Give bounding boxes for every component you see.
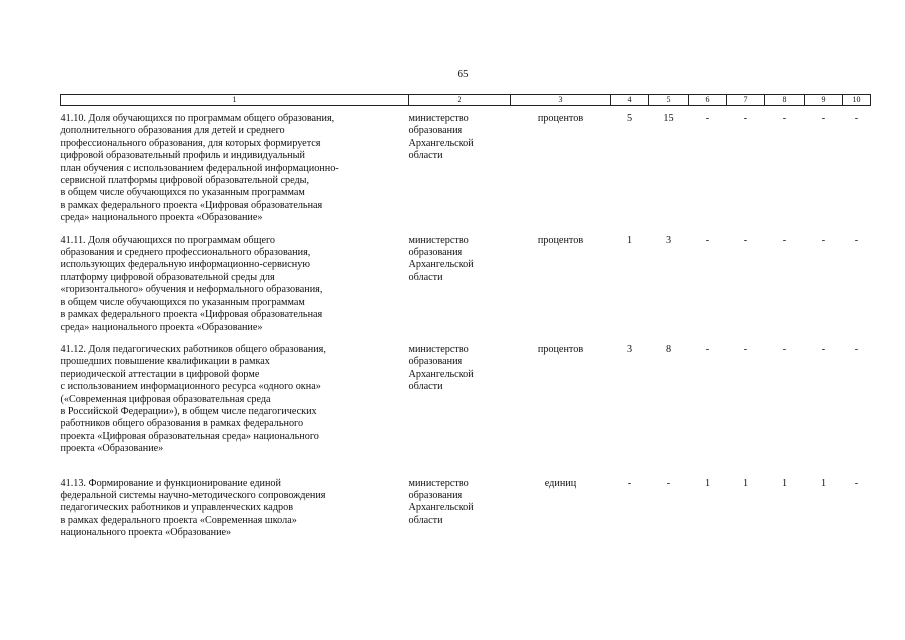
indicator-name-line: в общем числе обучающихся по указанным программам <box>60 187 305 199</box>
header-col-6: 6 <box>689 95 727 106</box>
executor-line: образования <box>408 356 463 368</box>
value-cell-col5: 3 <box>665 234 672 246</box>
header-col-8: 8 <box>765 95 805 106</box>
executor-line: Архангельской <box>408 502 474 514</box>
indicator-name-line: с использованием информационного ресурса «одного окна» <box>60 381 321 393</box>
executor-line: Архангельской <box>408 259 474 271</box>
executor-line: области <box>408 514 443 526</box>
value-cell-col9: - <box>821 343 826 355</box>
value-cell-col6: - <box>705 343 710 355</box>
indicator-name-line: 41.10. Доля обучающихся по программам общего образования, <box>60 113 335 124</box>
unit-cell: единиц <box>544 477 577 489</box>
value-cell-col10: - <box>854 234 859 246</box>
table-row <box>61 106 871 233</box>
indicator-name-line: в рамках федерального проекта «Цифровая образовательная <box>60 199 323 211</box>
value-cell-col4: 5 <box>626 113 633 124</box>
indicator-name-line: среда» национального проекта «Образование» <box>60 212 263 224</box>
indicator-name-line: цифровой образовательный профиль и индивидуальный <box>60 150 305 162</box>
indicator-name-line: «горизонтального» обучения и неформального образования, <box>60 284 323 296</box>
indicator-name-line: национального проекта «Образование» <box>60 527 232 539</box>
value-cell-col10: - <box>854 477 859 489</box>
table-row <box>61 464 871 540</box>
executor-line: образования <box>408 125 463 137</box>
header-col-2: 2 <box>409 95 511 106</box>
value-cell-col6: 1 <box>704 477 711 489</box>
executor-line: области <box>408 150 443 162</box>
value-cell-col6: - <box>705 234 710 246</box>
value-cell-col8: - <box>782 343 787 355</box>
indicator-name-cell <box>61 464 409 540</box>
indicator-name-line: 41.12. Доля педагогических работников общего образования, <box>60 343 326 355</box>
indicator-name-cell <box>61 233 409 342</box>
header-col-10: 10 <box>843 95 871 106</box>
indicator-name-line: план обучения с использованием федеральной информационно- <box>60 162 339 174</box>
indicator-name-line: образования и среднего профессионального образования, <box>60 247 311 259</box>
value-cell-col8: - <box>782 113 787 124</box>
value-cell-col10: - <box>854 343 859 355</box>
executor-line: области <box>408 271 443 283</box>
indicator-name-line: 41.11. Доля обучающихся по программам общего <box>60 234 275 246</box>
indicator-name-cell <box>61 106 409 233</box>
value-cell-col6: - <box>705 113 710 124</box>
indicator-name-line: («Современная цифровая образовательная среда <box>60 393 271 405</box>
executor-line: образования <box>408 247 463 259</box>
value-cell-col10: - <box>854 113 859 124</box>
executor-line: Архангельской <box>408 137 474 149</box>
indicator-name-line: проекта «Цифровая образовательная среда» национального <box>60 430 319 442</box>
value-cell-col4: - <box>627 477 632 489</box>
header-col-1: 1 <box>61 95 409 106</box>
header-col-9: 9 <box>805 95 843 106</box>
indicator-name-line: педагогических работников и управленческих кадров <box>60 502 294 514</box>
value-cell-col4: 1 <box>626 234 633 246</box>
executor-line: министерство <box>408 477 469 489</box>
executor-line: Архангельской <box>408 368 474 380</box>
value-cell-col7: - <box>743 343 748 355</box>
indicator-name-line: проекта «Образование» <box>60 443 164 455</box>
value-cell-col5: 8 <box>665 343 672 355</box>
page-number: 65 <box>457 68 469 80</box>
indicator-name-line: работников общего образования в рамках федерального <box>60 418 304 430</box>
value-cell-col9: - <box>821 234 826 246</box>
executor-cell <box>409 342 511 464</box>
value-cell-col7: - <box>743 234 748 246</box>
header-col-7: 7 <box>727 95 765 106</box>
indicator-name-line: использующих федеральную информационно-сервисную <box>60 259 310 271</box>
executor-line: министерство <box>408 234 469 246</box>
indicator-name-cell <box>61 342 409 464</box>
header-col-5: 5 <box>649 95 689 106</box>
executor-line: министерство <box>408 343 469 355</box>
executor-line: министерство <box>408 113 469 124</box>
indicators-table <box>60 94 871 540</box>
indicator-name-line: платформу цифровой образовательной среды для <box>60 271 275 283</box>
unit-cell: процентов <box>537 113 584 124</box>
header-col-3: 3 <box>511 95 611 106</box>
value-cell-col9: - <box>821 113 826 124</box>
value-cell-col5: - <box>666 477 671 489</box>
unit-cell: процентов <box>537 343 584 355</box>
unit-cell: процентов <box>537 234 584 246</box>
value-cell-col7: - <box>743 113 748 124</box>
indicator-name-line: прошедших повышение квалификации в рамках <box>60 356 270 368</box>
executor-line: области <box>408 381 443 393</box>
indicator-name-line: в Российской Федерации»), в общем числе педагогических <box>60 405 317 417</box>
executor-cell <box>409 106 511 233</box>
table-row <box>61 342 871 464</box>
executor-line: образования <box>408 489 463 501</box>
value-cell-col8: 1 <box>781 477 788 489</box>
header-row <box>61 95 871 106</box>
indicator-name-line: в рамках федерального проекта «Современная школа» <box>60 514 297 526</box>
value-cell-col4: 3 <box>626 343 633 355</box>
value-cell-col8: - <box>782 234 787 246</box>
indicator-name-line: периодической аттестации в цифровой форме <box>60 368 260 380</box>
indicator-name-line: дополнительного образования для детей и среднего <box>60 125 285 137</box>
value-cell-col7: 1 <box>742 477 749 489</box>
indicator-name-line: федеральной системы научно-методического сопровождения <box>60 489 326 501</box>
header-col-4: 4 <box>611 95 649 106</box>
value-cell-col5: 15 <box>663 113 674 124</box>
indicator-name-line: профессионального образования, для которых формируется <box>60 137 321 149</box>
indicator-name-line: сервисной платформы цифровой образовательной среды, <box>60 175 310 187</box>
indicator-name-line: среда» национального проекта «Образование» <box>60 321 263 333</box>
executor-cell <box>409 233 511 342</box>
indicator-name-line: в общем числе обучающихся по указанным программам <box>60 296 305 308</box>
executor-cell <box>409 464 511 540</box>
indicator-name-line: 41.13. Формирование и функционирование единой <box>60 477 281 489</box>
value-cell-col9: 1 <box>820 477 827 489</box>
indicator-name-line: в рамках федерального проекта «Цифровая образовательная <box>60 309 323 321</box>
table-row <box>61 233 871 342</box>
